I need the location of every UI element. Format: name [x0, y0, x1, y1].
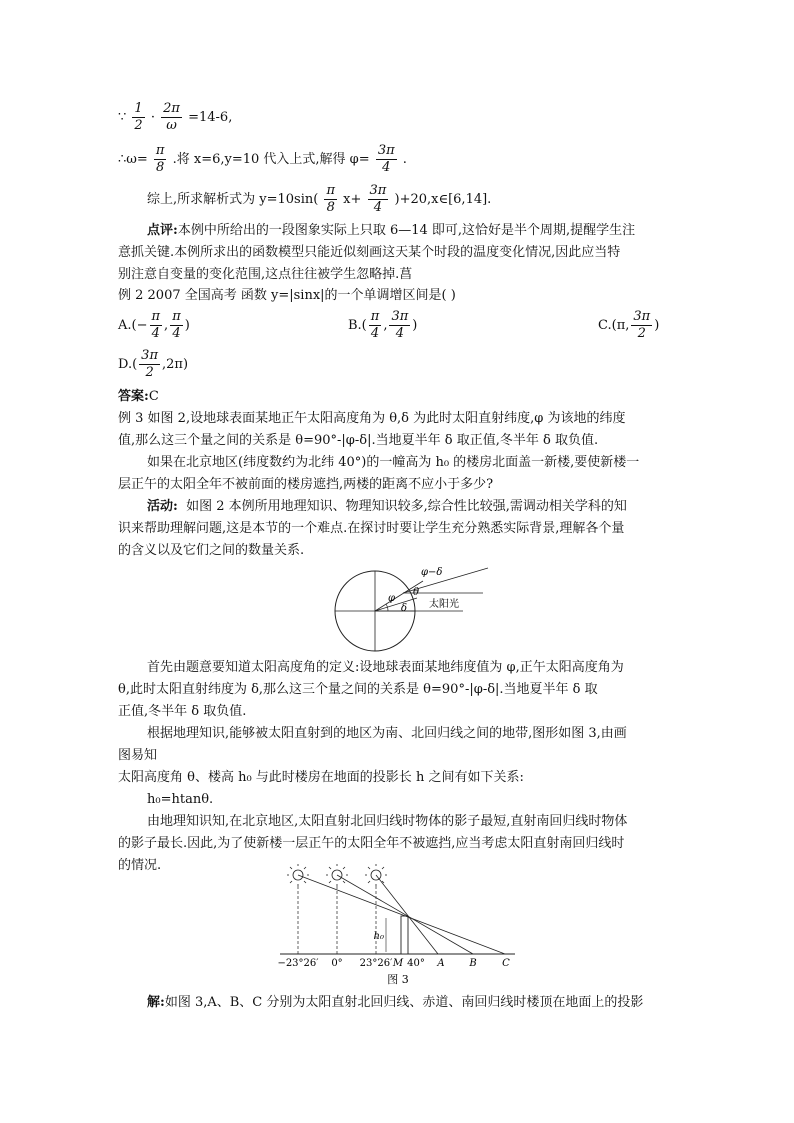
figure-3-caption: 图 3 [387, 973, 409, 986]
label-theta: θ [413, 587, 420, 598]
para3-line-3: 的情况. [118, 858, 162, 873]
activity-line-1: 活动: 如图 2 本例所用地理知识、物理知识较多,综合性比较强,需调动相关学科的知 [147, 499, 627, 514]
fraction-3pi-4: $\frac{3\pi}{4}$ [377, 143, 395, 175]
answer-label: 答案: [118, 389, 149, 404]
label-lat-40: 40° [407, 958, 425, 969]
para1-line-2: θ,此时太阳直射纬度为 δ,那么这三个量之间的关系是 θ=90°-|φ-δ|.当地夏半年 δ 取 [118, 682, 598, 697]
activity-line-2: 识来帮助理解问题,这是本节的一个难点.在探讨时要让学生充分熟悉实际背景,理解各个量 [118, 521, 625, 536]
figure-3-diagram [270, 862, 520, 990]
comment-line-3: 别注意自变量的变化范围,这点往往被学生忽略掉.菖 [118, 267, 413, 282]
comment-label: 点评: [147, 223, 178, 238]
option-a: A.(− $\frac{\pi}{4}$ , $\frac{\pi}{4}$ ) [118, 309, 190, 341]
figure-2-diagram [333, 563, 493, 658]
option-c: C.(π, $\frac{3\pi}{2}$ ) [598, 309, 660, 341]
derivation-line-1: ∵ $\frac{1}{2}$ · $\frac{2\pi}{\omega}$ =14-6, [118, 101, 233, 133]
activity-label: 活动: [147, 499, 178, 514]
para1-line-3: 正值,冬半年 δ 取负值. [118, 704, 247, 719]
derivation-line-2: ∴ω= $\frac{\pi}{8}$ .将 x=6,y=10 代入上式,解得 φ= $\frac{3\pi}{4}$ . [118, 143, 407, 175]
because-symbol: ∵ [118, 110, 127, 125]
label-phi: φ [388, 593, 396, 604]
label-phi-minus-delta: φ−δ [421, 567, 443, 578]
label-lat-south: −23°26′ [277, 958, 319, 969]
solution-line-1: 解:如图 3,A、B、C 分别为太阳直射北回归线、赤道、南回归线时楼顶在地面上的投影 [147, 995, 644, 1010]
fraction-pi-8: $\frac{\pi}{8}$ [155, 143, 165, 175]
activity-line-3: 的含义以及它们之间的数量关系. [118, 543, 305, 558]
label-m: M [392, 958, 404, 969]
example3-line-3: 如果在北京地区(纬度数约为北纬 40°)的一幢高为 h₀ 的楼房北面盖一新楼,要使新楼一 [147, 455, 640, 470]
label-delta: δ [401, 603, 408, 614]
example2-question: 例 2 2007 全国高考 函数 y=|sinx|的一个单调增区间是( ) [118, 288, 456, 303]
answer-line: 答案:C [118, 389, 159, 404]
label-lat-north: 23°26′ [359, 958, 393, 969]
example3-line-1: 例 3 如图 2,设地球表面某地正午太阳高度角为 θ,δ 为此时太阳直射纬度,φ 为该地的纬度 [118, 411, 626, 426]
para3-line-2: 的影子最长.因此,为了使新楼一层正午的太阳全年不被遮挡,应当考虑太阳直射南回归线时 [118, 836, 625, 851]
result-formula-line: 综上,所求解析式为 y=10sin( $\frac{\pi}{8}$ x+ $\frac{3\pi}{4}$ )+20,x∈[6,14]. [147, 183, 492, 215]
building [401, 916, 408, 954]
comment-line-1: 点评:本例中所给出的一段图象实际上只取 6—14 即可,这恰好是半个周期,提醒学生注 [147, 223, 636, 238]
label-b: B [469, 958, 477, 969]
para1-line-1: 首先由题意要知道太阳高度角的定义:设地球表面某地纬度值为 φ,正午太阳高度角为 [147, 660, 624, 675]
para3-line-1: 由地理知识知,在北京地区,太阳直射北回归线时物体的影子最短,直射南回归线时物体 [147, 814, 628, 829]
label-lat-equator: 0° [331, 958, 343, 969]
fraction-2pi-omega: $\frac{2\pi}{\omega}$ [163, 101, 180, 133]
comment-line-2: 意抓关键.本例所求出的函数模型只能近似刻画这天某个时段的温度变化情况,因此应当特 [118, 245, 621, 260]
fraction-half: $\frac{1}{2}$ [134, 101, 143, 133]
para2-formula: h₀=htanθ. [147, 792, 214, 807]
para2-line-2: 图易知 [118, 748, 158, 763]
solution-label: 解: [147, 995, 165, 1010]
label-a: A [437, 958, 445, 969]
sun-direct-radius [375, 598, 417, 611]
option-b: B.( $\frac{\pi}{4}$ , $\frac{3\pi}{4}$ ) [348, 309, 418, 341]
label-sunlight: 太阳光 [429, 599, 459, 610]
label-c: C [502, 958, 510, 969]
option-d: D.( $\frac{3\pi}{2}$ ,2π) [118, 348, 189, 380]
example3-line-2: 值,那么这三个量之间的关系是 θ=90°-|φ-δ|.当地夏半年 δ 取正值,冬半年 δ 取负值. [118, 433, 599, 448]
label-h0: h₀ [373, 931, 384, 942]
para2-line-3: 太阳高度角 θ、楼高 h₀ 与此时楼房在地面的投影长 h 之间有如下关系: [118, 770, 524, 785]
para2-line-1: 根据地理知识,能够被太阳直射到的地区为南、北回归线之间的地带,图形如图 3,由画 [147, 726, 627, 741]
example3-line-4: 层正午的太阳全年不被前面的楼房遮挡,两楼的距离不应小于多少? [118, 477, 494, 492]
